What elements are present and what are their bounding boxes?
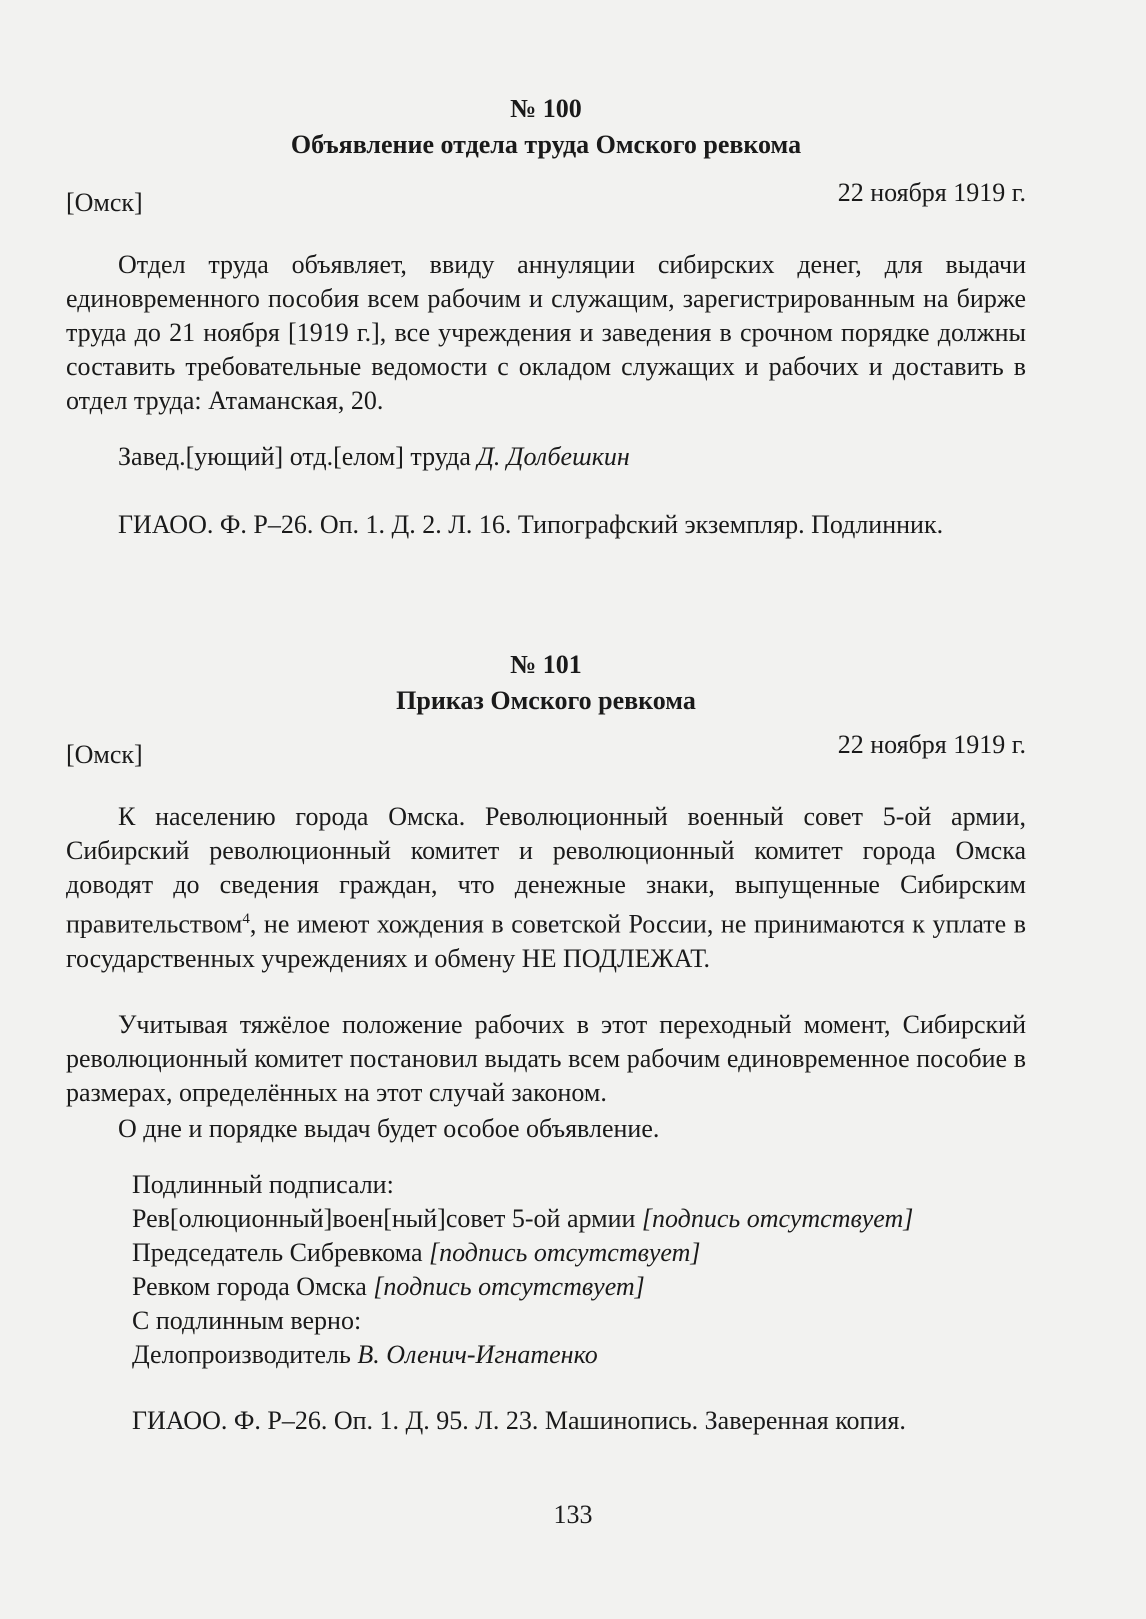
doc101-archive: ГИАОО. Ф. Р–26. Оп. 1. Д. 95. Л. 23. Машинопись. Заверенная копия. [132, 1406, 906, 1435]
sig3-text: Ревком города Омска [132, 1272, 374, 1301]
signature-line-1 [132, 1202, 913, 1236]
doc100-signer-prefix: Завед.[ующий] отд.[елом] труда [118, 442, 478, 471]
doc101-place: [Омск] [66, 740, 143, 769]
doc101-date: 22 ноября 1919 г. [837, 730, 1026, 759]
signature-line-3 [132, 1270, 645, 1304]
doc100-signer-name: Д. Долбешкин [477, 442, 630, 471]
doc101-para1-b: , не имеют хождения в советской России, не принимаются к уплате в государственных учреждениях и обмену НЕ ПОДЛЕЖАТ. [66, 909, 1026, 973]
doc100-title: Объявление отдела труда Омского ревкома [290, 130, 802, 159]
true-copy-line: С подлинным верно: [132, 1306, 362, 1335]
doc100-number: № 100 [510, 94, 582, 123]
footnote-marker: 4 [242, 911, 250, 927]
sig3-note: [подпись отсутствует] [373, 1272, 645, 1301]
doc100-signer [66, 440, 1026, 474]
sig2-text: Председатель Сибревкома [132, 1238, 430, 1267]
sig1-note: [подпись отсутствует] [641, 1204, 914, 1233]
doc101-paragraph-1 [66, 800, 1026, 976]
signed-heading: Подлинный подписали: [132, 1170, 394, 1199]
doc100-date: 22 ноября 1919 г. [837, 178, 1026, 207]
doc100-archive: ГИАОО. Ф. Р–26. Оп. 1. Д. 2. Л. 16. Типографский экземпляр. Подлинник. [118, 510, 944, 539]
clerk-name: В. Оленич-Игнатенко [357, 1340, 598, 1369]
signature-line-2 [132, 1236, 701, 1270]
doc100-place: [Омск] [66, 188, 143, 217]
doc100-place-date [66, 178, 1026, 218]
clerk-prefix: Делопроизводитель [132, 1340, 358, 1369]
doc101-paragraph-3: О дне и порядке выдач будет особое объявление. [118, 1114, 660, 1143]
clerk-line [132, 1338, 598, 1372]
sig1-text: Рев[олюционный]воен[ный]совет 5-ой армии [132, 1204, 642, 1233]
doc101-number: № 101 [510, 650, 582, 679]
doc101-place-date [66, 730, 1026, 770]
doc101-title: Приказ Омского ревкома [396, 686, 696, 715]
doc101-paragraph-2: Учитывая тяжёлое положение рабочих в этот переходный момент, Сибирский революционный комитет постановил выдать всем рабочим единовременное пособие в размерах, определённых на этот случай законом. [66, 1010, 1026, 1107]
page-number: 133 [553, 1500, 593, 1529]
doc100-body: Отдел труда объявляет, ввиду аннуляции сибирских денег, для выдачи единовременного пособия всем рабочим и служащим, зарегистрированным на бирже труда до 21 ноября [1919 г.], все учреждения и заведения в срочном порядке должны составить требовательные ведомости с окладом служащих и рабочих и доставить в отдел труда: Атаманская, 20. [66, 250, 1026, 415]
sig2-note: [подпись отсутствует] [429, 1238, 701, 1267]
doc101-para1-a: К населению города Омска. Революционный военный совет 5-ой армии, Сибирский революционный комитет и революционный комитет города Омска доводят до сведения граждан, что денежные знаки, выпущенные Сибирским правительством [66, 802, 1026, 939]
